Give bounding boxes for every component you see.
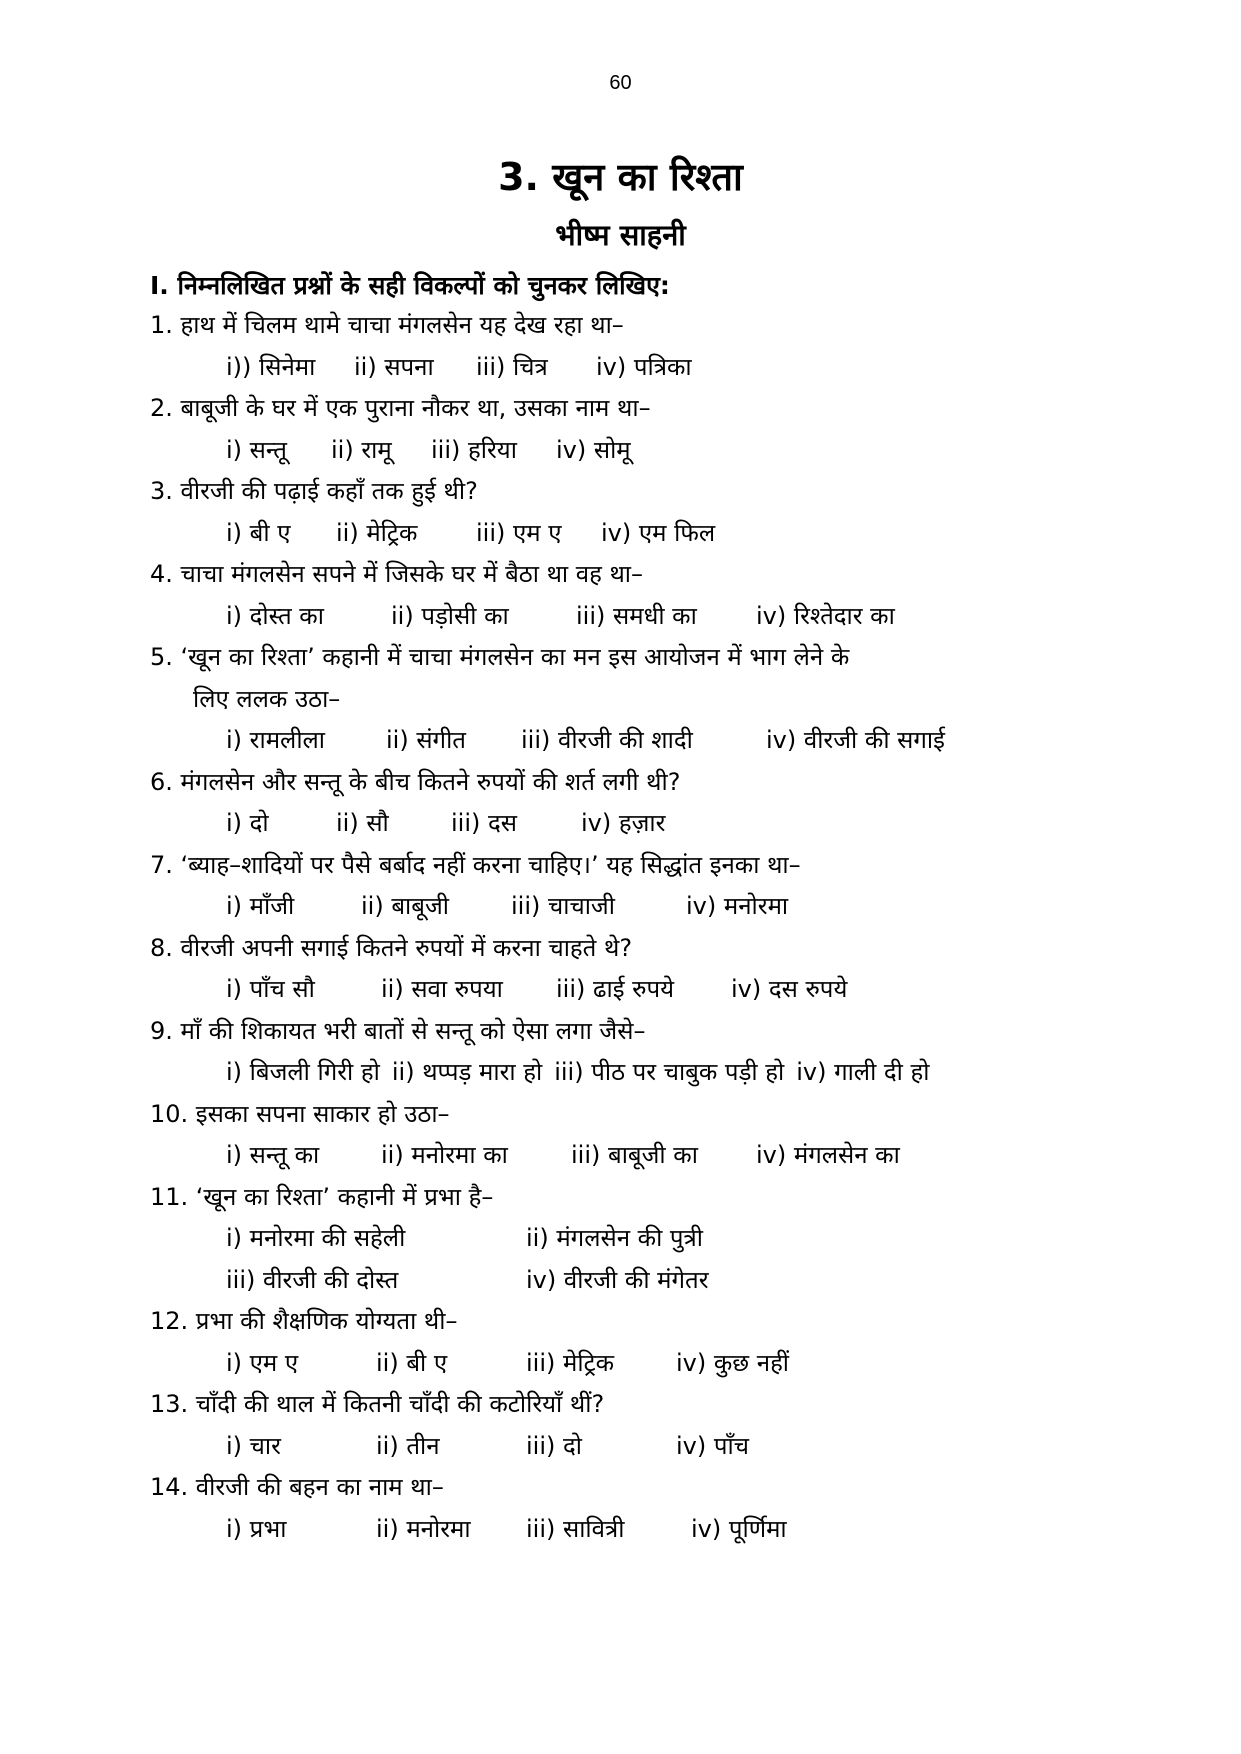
option: ii) मनोरमा (376, 1514, 471, 1543)
option: i) माँजी (226, 892, 295, 920)
option: i) बी ए (226, 518, 291, 547)
option: iv) पत्रिका (596, 352, 692, 381)
question-4: 4. चाचा मंगलसेन सपने में जिसके घर में बैठा था वह था– (150, 560, 644, 588)
option: iv) हज़ार (581, 809, 666, 837)
options-13 (150, 1426, 1150, 1468)
option: i) दोस्त का (226, 601, 324, 630)
question-10: 10. इसका सपना साकार हो उठा– (150, 1099, 450, 1128)
options-5 (150, 720, 1150, 762)
option: i) बिजली गिरी हो (226, 1058, 380, 1086)
option: iv) रिश्तेदार का (756, 601, 895, 630)
page-number: 60 (609, 72, 632, 94)
option: iii) समधी का (576, 601, 697, 630)
option: iv) वीरजी की मंगेतर (526, 1265, 709, 1294)
option: ii) रामू (331, 435, 392, 464)
options-4 (150, 596, 1150, 638)
option: iii) वीरजी की दोस्त (226, 1265, 399, 1294)
question-9: 9. माँ की शिकायत भरी बातों से सन्तू को ऐसा लगा जैसे– (150, 1016, 646, 1045)
option: iv) पूर्णिमा (691, 1514, 787, 1543)
option: ii) बाबूजी (361, 892, 449, 920)
option: iv) सोमू (556, 435, 631, 464)
option: iii) एम ए (476, 518, 562, 547)
option: ii) तीन (376, 1431, 440, 1460)
option: ii) सपना (354, 352, 434, 381)
options-8 (150, 969, 1150, 1011)
option: iv) मनोरमा (686, 892, 789, 920)
option: iii) दस (451, 809, 517, 837)
options-10 (150, 1135, 1150, 1177)
question-5: 5. ‘खून का रिश्ता’ कहानी में चाचा मंगलसेन का मन इस आयोजन में भाग लेने के (150, 643, 850, 671)
question-14: 14. वीरजी की बहन का नाम था– (150, 1473, 444, 1501)
option: iii) चित्र (476, 352, 548, 381)
question-12: 12. प्रभा की शैक्षणिक योग्यता थी– (150, 1307, 458, 1335)
option: ii) सौ (336, 809, 389, 837)
option: iii) हरिया (431, 435, 517, 464)
options-7 (150, 886, 1150, 928)
options-2 (150, 430, 1150, 472)
options-1 (150, 347, 1150, 389)
question-2: 2. बाबूजी के घर में एक पुराना नौकर था, उसका नाम था– (150, 394, 651, 422)
option: iv) गाली दी हो (796, 1058, 930, 1086)
option: i) दो (226, 809, 269, 837)
section-heading: I. निम्नलिखित प्रश्नों के सही विकल्पों को चुनकर लिखिए: (150, 271, 670, 300)
question-13: 13. चाँदी की थाल में कितनी चाँदी की कटोरियाँ थीं? (150, 1390, 605, 1418)
option: iv) पाँच (676, 1431, 749, 1460)
question-5-continued: लिए ललक उठा– (193, 684, 341, 713)
options-14 (150, 1509, 1150, 1551)
question-11: 11. ‘खून का रिश्ता’ कहानी में प्रभा है– (150, 1182, 494, 1211)
option: i) प्रभा (226, 1514, 287, 1543)
option: iii) मेट्रिक (526, 1348, 615, 1377)
chapter-title: 3. खून का रिश्ता (498, 155, 743, 199)
option: i) रामलीला (226, 726, 326, 754)
options-3 (150, 513, 1150, 555)
option: iv) मंगलसेन का (756, 1141, 900, 1169)
option: ii) सवा रुपया (381, 975, 503, 1003)
option: i) पाँच सौ (226, 975, 315, 1003)
option: ii) मंगलसेन की पुत्री (526, 1224, 704, 1252)
option: iii) बाबूजी का (571, 1141, 698, 1169)
option: i) एम ए (226, 1348, 299, 1377)
question-list (150, 305, 1150, 1550)
options-11 (150, 1218, 1150, 1301)
option: iv) दस रुपये (731, 975, 848, 1003)
option: ii) संगीत (386, 726, 466, 754)
option: iv) कुछ नहीं (676, 1348, 790, 1377)
question-3: 3. वीरजी की पढ़ाई कहाँ तक हुई थी? (150, 477, 478, 505)
option: i) मनोरमा की सहेली (226, 1224, 406, 1252)
option: ii) थप्पड़ मारा हो (391, 1058, 543, 1086)
option: iv) वीरजी की सगाई (766, 726, 945, 754)
options-12 (150, 1343, 1150, 1385)
option: i)) सिनेमा (226, 352, 316, 381)
options-6 (150, 803, 1150, 845)
option: ii) पड़ोसी का (391, 601, 509, 630)
option: iii) दो (526, 1431, 582, 1460)
option: iii) पीठ पर चाबुक पड़ी हो (554, 1058, 785, 1086)
question-6: 6. मंगलसेन और सन्तू के बीच कितने रुपयों की शर्त लगी थी? (150, 767, 681, 796)
author-name: भीष्म साहनी (555, 218, 686, 252)
options-9 (150, 1052, 1150, 1094)
option: i) चार (226, 1431, 281, 1460)
option: iv) एम फिल (601, 518, 716, 547)
option: ii) मेट्रिक (336, 518, 418, 547)
option: i) सन्तू (226, 435, 287, 464)
question-1: 1. हाथ में चिलम थामे चाचा मंगलसेन यह देख रहा था– (150, 311, 624, 339)
option: iii) चाचाजी (511, 892, 615, 920)
option: i) सन्तू का (226, 1141, 320, 1169)
question-7: 7. ‘ब्याह–शादियों पर पैसे बर्बाद नहीं करना चाहिए।’ यह सिद्धांत इनका था– (150, 850, 801, 879)
option: ii) बी ए (376, 1348, 448, 1377)
option: iii) ढाई रुपये (556, 975, 675, 1003)
option: ii) मनोरमा का (381, 1141, 508, 1169)
question-8: 8. वीरजी अपनी सगाई कितने रुपयों में करना चाहते थे? (150, 933, 633, 962)
option: iii) वीरजी की शादी (521, 726, 693, 754)
option: iii) सावित्री (526, 1514, 625, 1543)
